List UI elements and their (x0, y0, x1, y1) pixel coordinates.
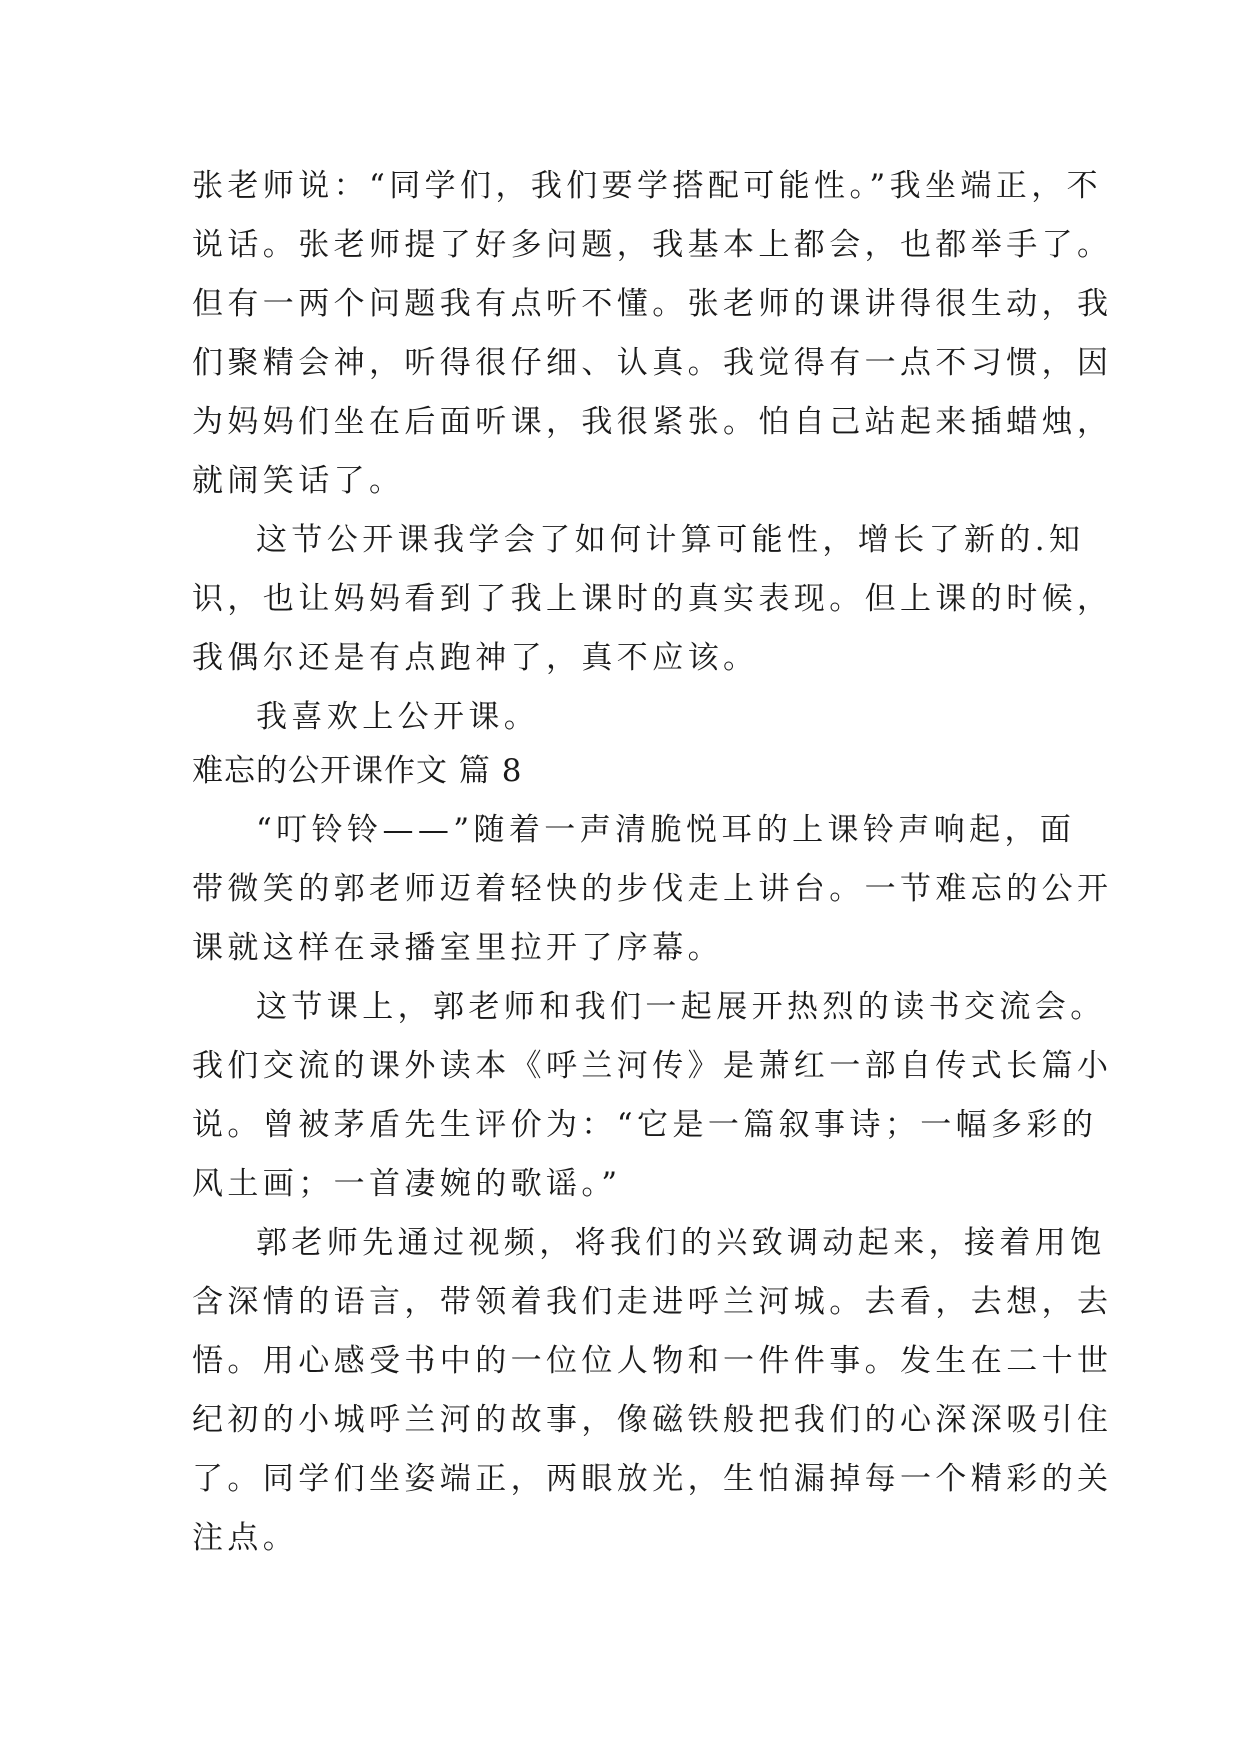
text-line: 这节课上，郭老师和我们一起展开热烈的读书交流会。 (256, 989, 1106, 1025)
text-line: 们聚精会神，听得很仔细、认真。我觉得有一点不习惯，因 (192, 345, 1113, 381)
text-line: 悟。用心感受书中的一位位人物和一件件事。发生在二十世 (192, 1343, 1113, 1379)
text-line: 就闹笑话了。 (192, 463, 405, 499)
text-line: 我喜欢上公开课。 (256, 699, 540, 735)
text-line: 张老师说：“同学们，我们要学搭配可能性。”我坐端正，不 (192, 168, 1102, 204)
text-line: 了。同学们坐姿端正，两眼放光，生怕漏掉每一个精彩的关 (192, 1461, 1113, 1497)
text-line: 识，也让妈妈看到了我上课时的真实表现。但上课的时候， (192, 581, 1113, 617)
text-line: “叮铃铃——”随着一声清脆悦耳的上课铃声响起，面 (256, 812, 1076, 848)
text-line: 含深情的语言，带领着我们走进呼兰河城。去看，去想，去 (192, 1284, 1113, 1320)
text-line: 这节公开课我学会了如何计算可能性，增长了新的.知 (256, 522, 1085, 558)
text-line: 但有一两个问题我有点听不懂。张老师的课讲得很生动，我 (192, 286, 1113, 322)
text-line: 风土画；一首凄婉的歌谣。” (192, 1166, 622, 1202)
section-heading: 难忘的公开课作文 篇 8 (192, 753, 523, 789)
text-line: 我偶尔还是有点跑神了，真不应该。 (192, 640, 759, 676)
text-line: 纪初的小城呼兰河的故事，像磁铁般把我们的心深深吸引住 (192, 1402, 1113, 1438)
text-line: 课就这样在录播室里拉开了序幕。 (192, 930, 723, 966)
text-line: 注点。 (192, 1520, 299, 1556)
text-line: 带微笑的郭老师迈着轻快的步伐走上讲台。一节难忘的公开 (192, 871, 1113, 907)
text-line: 为妈妈们坐在后面听课，我很紧张。怕自己站起来插蜡烛， (192, 404, 1113, 440)
text-line: 说。曾被茅盾先生评价为：“它是一篇叙事诗；一幅多彩的 (192, 1107, 1098, 1143)
text-line: 我们交流的课外读本《呼兰河传》是萧红一部自传式长篇小 (192, 1048, 1113, 1084)
text-line: 郭老师先通过视频，将我们的兴致调动起来，接着用饱 (256, 1225, 1106, 1261)
text-line: 说话。张老师提了好多问题，我基本上都会，也都举手了。 (192, 227, 1113, 263)
